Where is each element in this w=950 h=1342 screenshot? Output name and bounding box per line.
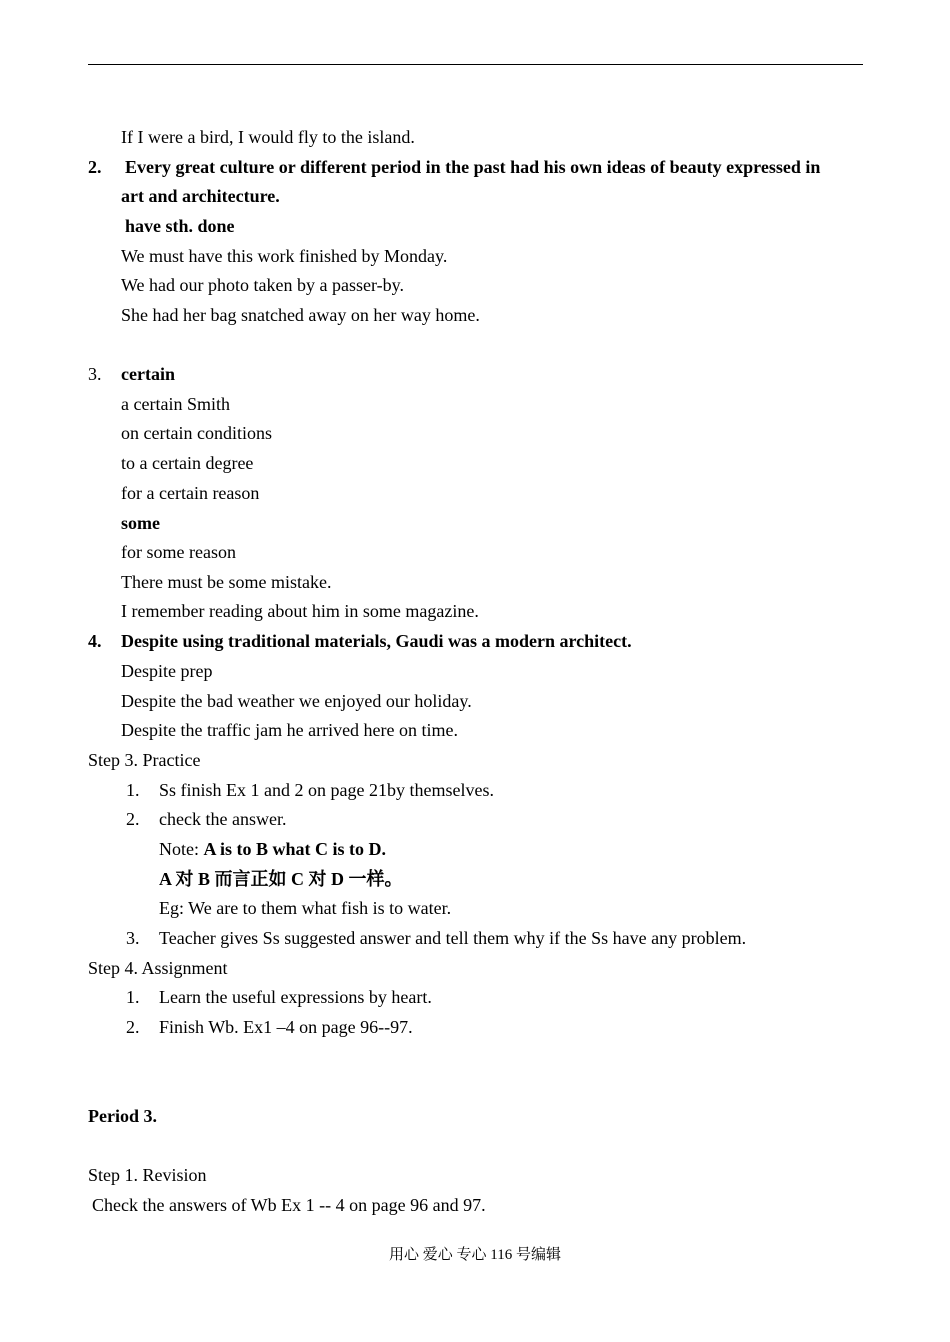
phrase-example: to a certain degree	[121, 453, 254, 473]
list-item: check the answer.	[159, 809, 287, 829]
example-sentence: There must be some mistake.	[121, 572, 332, 592]
list-item: Finish Wb. Ex1 –4 on page 96--97.	[159, 1017, 413, 1037]
example-sentence: Despite the traffic jam he arrived here on time.	[121, 720, 459, 740]
example-sentence: We must have this work finished by Monday.	[121, 246, 448, 266]
step-heading: Step 4. Assignment	[88, 958, 228, 978]
example-sentence: We had our photo taken by a passer-by.	[121, 275, 404, 295]
header-rule	[88, 64, 863, 65]
key-sentence-continued: art and architecture.	[121, 186, 280, 206]
item-number: 4.	[88, 631, 102, 651]
item-number: 3.	[88, 364, 102, 384]
word-heading: certain	[121, 364, 175, 384]
phrase-example: for some reason	[121, 542, 236, 562]
period-heading: Period 3.	[88, 1106, 157, 1126]
key-sentence: Despite using traditional materials, Gaudi was a modern architect.	[121, 631, 632, 651]
list-number: 2.	[126, 809, 140, 829]
phrase-note: Despite prep	[121, 661, 213, 681]
phrase-example: for a certain reason	[121, 483, 260, 503]
note-label: Note:	[159, 839, 204, 859]
list-number: 2.	[126, 1017, 140, 1037]
step-heading: Step 1. Revision	[88, 1165, 207, 1185]
list-item: Learn the useful expressions by heart.	[159, 987, 432, 1007]
list-number: 3.	[126, 928, 140, 948]
item-number: 2.	[88, 157, 102, 177]
list-number: 1.	[126, 987, 140, 1007]
note-translation: A 对 B 而言正如 C 对 D 一样。	[159, 869, 403, 889]
page-footer: 用心 爱心 专心 116 号编辑	[389, 1247, 561, 1263]
phrase-example: a certain Smith	[121, 394, 230, 414]
example-sentence: She had her bag snatched away on her way home.	[121, 305, 480, 325]
step-heading: Step 3. Practice	[88, 750, 201, 770]
note-example: Eg: We are to them what fish is to water.	[159, 898, 452, 918]
phrase-example: on certain conditions	[121, 423, 272, 443]
phrase-heading: have sth. done	[125, 216, 235, 236]
key-sentence: Every great culture or different period in the past had his own ideas of beauty expressed in	[125, 157, 821, 177]
list-number: 1.	[126, 780, 140, 800]
example-sentence: Despite the bad weather we enjoyed our holiday.	[121, 691, 472, 711]
step-detail: Check the answers of Wb Ex 1 -- 4 on page 96 and 97.	[92, 1195, 486, 1215]
example-sentence: I remember reading about him in some magazine.	[121, 601, 479, 621]
list-item: Teacher gives Ss suggested answer and tell them why if the Ss have any problem.	[159, 928, 747, 948]
word-heading: some	[121, 513, 160, 533]
note-pattern: A is to B what C is to D.	[203, 839, 387, 859]
note-line	[159, 838, 386, 860]
list-item: Ss finish Ex 1 and 2 on page 21by themselves.	[159, 780, 494, 800]
example-sentence: If I were a bird, I would fly to the island.	[121, 127, 415, 147]
